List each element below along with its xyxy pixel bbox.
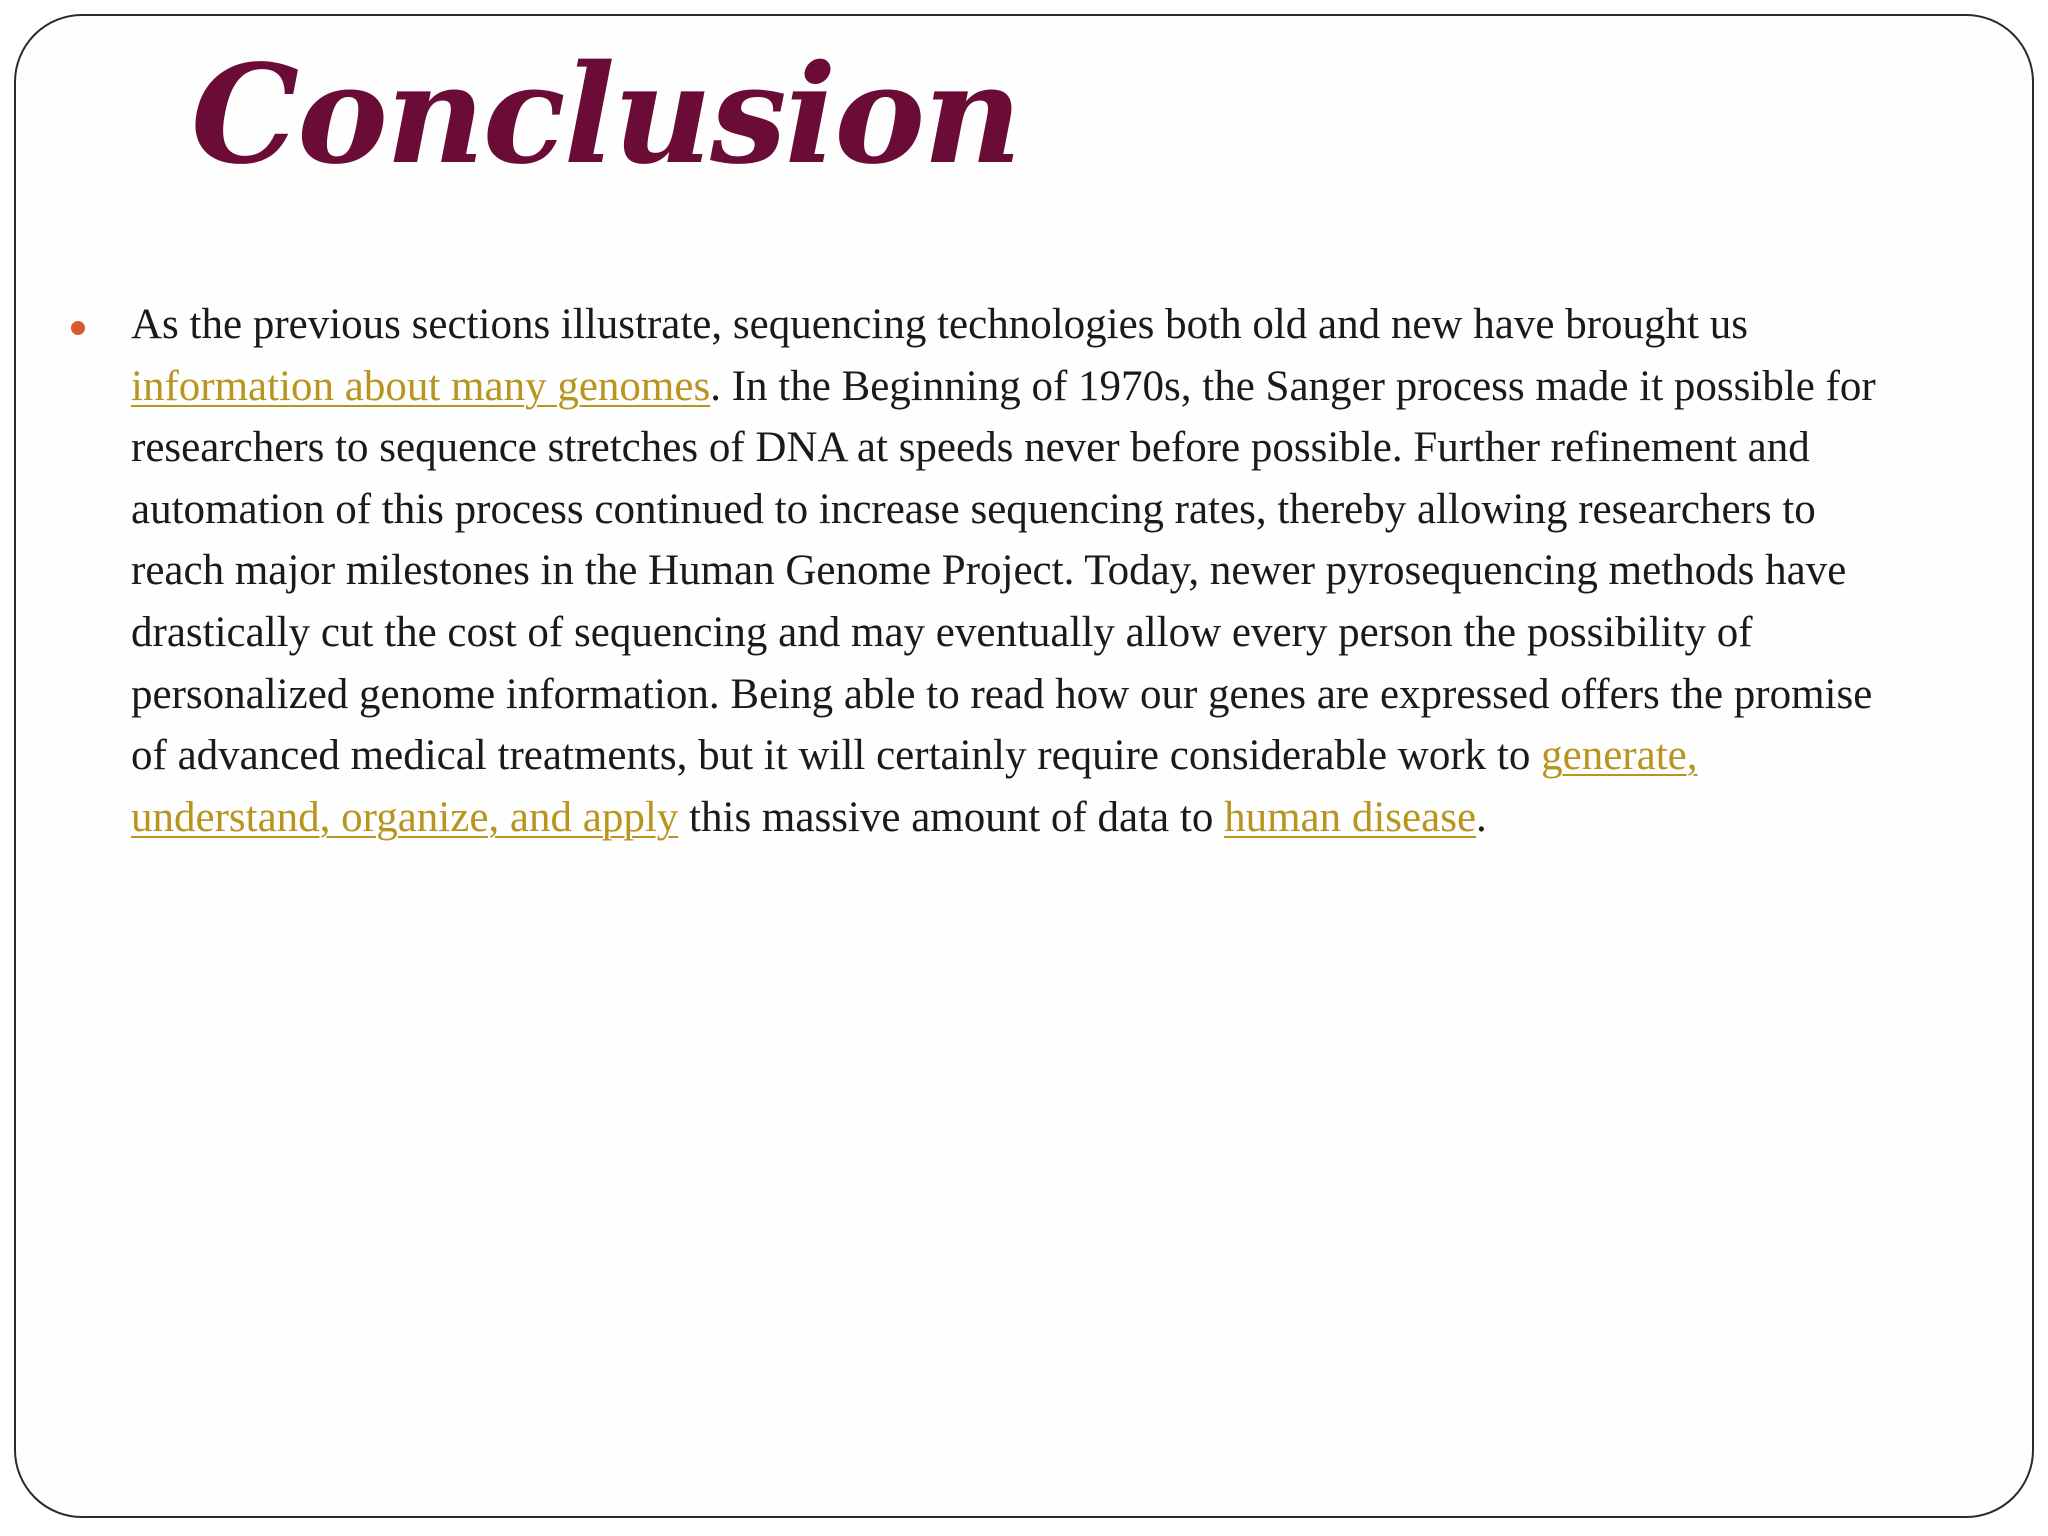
conclusion-paragraph [131,294,1884,848]
paragraph-text-1: As the previous sections illustrate, sequencing technologies both old and new have brought us [131,301,1748,348]
link-human-disease[interactable]: human disease [1224,793,1477,841]
paragraph-text-4: . [1476,793,1487,841]
paragraph-text-2: . In the Beginning of 1970s, the Sanger process made it possible for researchers to sequence stretches of DNA at speeds never before possible. Further refinement and automation of this process continued to increase sequencing rates, thereby allowing researchers to reach major milestones in the Human Genome Project. Today, newer pyrosequencing methods have drastically cut the cost of sequencing and may eventually allow every person the possibility of personalized genome information. Being able to read how our genes are expressed offers the promise of advanced medical treatments, but it will certainly require considerable work to [131,362,1876,780]
link-genome-information[interactable]: information about many genomes [131,362,711,410]
slide-title: Conclusion [191,35,1021,195]
bullet-dot-icon [71,321,85,335]
slide-frame [14,14,2034,1518]
paragraph-text-3: this massive amount of data to [678,793,1225,841]
link-generate-understand-organize-apply[interactable]: generate, understand, organize, and apply [131,732,1698,841]
bullet-item [64,294,1884,848]
